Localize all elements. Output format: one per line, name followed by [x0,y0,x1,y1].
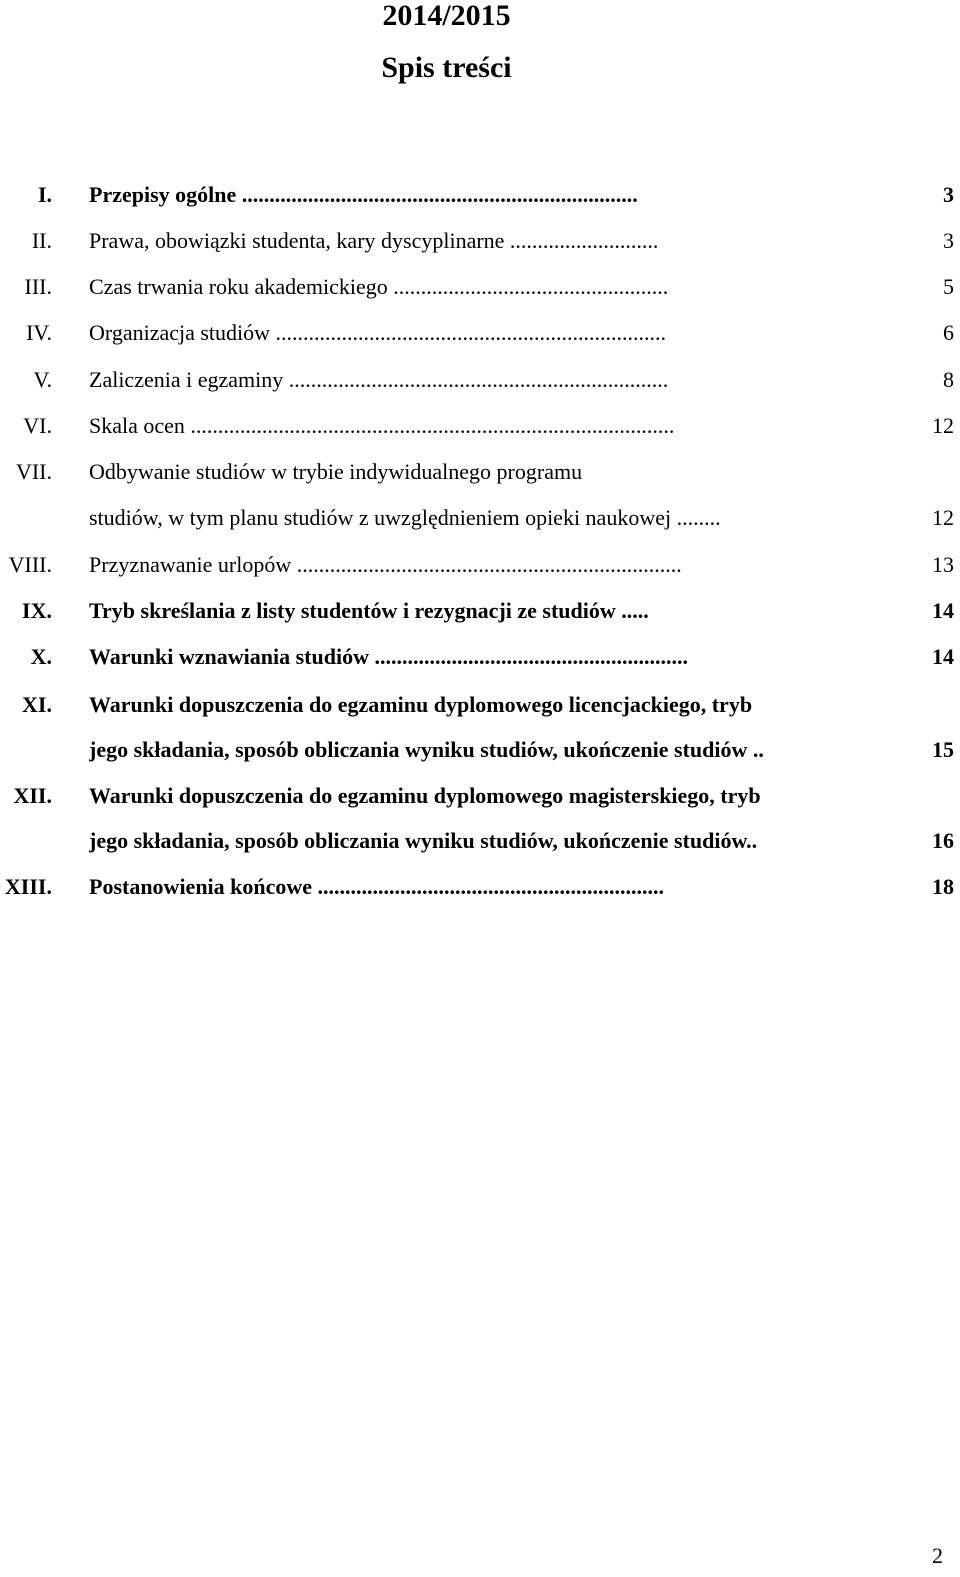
toc-entry-number: XI. [22,692,52,717]
toc-entry-number: XIII. [4,874,52,899]
toc-entry-page: 15 [932,737,954,762]
toc-entry-title: studiów, w tym planu studiów z uwzględnieniem opieki naukowej ........ [89,505,721,530]
toc-entry-title: Warunki wznawiania studiów ......................................................... [89,644,688,669]
toc-entry-page: 16 [932,828,954,853]
toc-entry[interactable] [0,456,960,488]
academic-year: 2014/2015 [382,0,511,32]
toc-entry[interactable] [0,871,960,903]
toc-entry[interactable] [0,825,960,857]
toc-entry[interactable] [0,271,960,303]
toc-entry-title: jego składania, sposób obliczania wyniku studiów, ukończenie studiów.. [89,828,758,853]
toc-entry[interactable] [0,317,960,349]
toc-entry[interactable] [0,780,960,812]
page-number: 2 [932,1543,943,1568]
toc-entry-title: Warunki dopuszczenia do egzaminu dyplomowego magisterskiego, tryb [89,783,761,808]
toc-entry[interactable] [0,502,960,534]
toc-entry-number: VI. [23,413,52,438]
toc-entry-title: Postanowienia końcowe ............................................................... [89,874,665,899]
toc-entry-title: Tryb skreślania z listy studentów i rezygnacji ze studiów ..... [89,598,649,623]
toc-entry[interactable] [0,549,960,581]
toc-entry-page: 14 [932,598,954,623]
toc-entry-number: XII. [13,783,52,808]
toc-entry[interactable] [0,595,960,627]
toc-entry-number: I. [37,182,52,207]
toc-entry-page: 6 [943,320,954,345]
toc-entry-page: 13 [932,552,954,577]
toc-entry-title: Przepisy ogólne ........................................................................ [89,182,638,207]
toc-entry-number: IX. [22,598,52,623]
toc-entry-page: 5 [943,274,954,299]
toc-entry-page: 14 [932,644,954,669]
toc-entry-title: Warunki dopuszczenia do egzaminu dyplomowego licencjackiego, tryb [89,692,753,717]
toc-entry[interactable] [0,410,960,442]
toc-entry-page: 3 [943,182,954,207]
toc-entry-number: X. [30,644,52,669]
toc-entry-page: 18 [932,874,954,899]
toc-entry[interactable] [0,689,960,721]
toc-entry-title: Zaliczenia i egzaminy ..................................................................... [89,367,669,392]
toc-entry-page: 8 [943,367,954,392]
toc-entry-title: Skala ocen ........................................................................................ [89,413,675,438]
toc-entry-page: 3 [943,228,954,253]
toc-entry-number: VII. [15,459,52,484]
toc-entry[interactable] [0,225,960,257]
toc-entry-number: V. [33,367,52,392]
toc-entry-title: Przyznawanie urlopów ...................................................................... [89,552,682,577]
toc-entry-title: Odbywanie studiów w trybie indywidualnego programu [89,459,583,484]
toc-entry-page: 12 [932,505,954,530]
toc-entry-title: Prawa, obowiązki studenta, kary dyscyplinarne ........................... [89,228,659,253]
toc-entry[interactable] [0,734,960,766]
toc-entry-title: jego składania, sposób obliczania wyniku studiów, ukończenie studiów .. [89,737,764,762]
toc-entry-title: Organizacja studiów ....................................................................... [89,320,667,345]
toc-entry[interactable] [0,641,960,673]
toc-entry-number: III. [24,274,52,299]
toc-entry[interactable] [0,179,960,211]
toc-entry-page: 12 [932,413,954,438]
toc-entry-number: IV. [26,320,52,345]
toc-entry-title: Czas trwania roku akademickiego .................................................. [89,274,669,299]
toc-entry-number: II. [31,228,52,253]
toc-entry-number: VIII. [8,552,52,577]
toc-entry[interactable] [0,364,960,396]
page-title: Spis treści [381,51,512,84]
